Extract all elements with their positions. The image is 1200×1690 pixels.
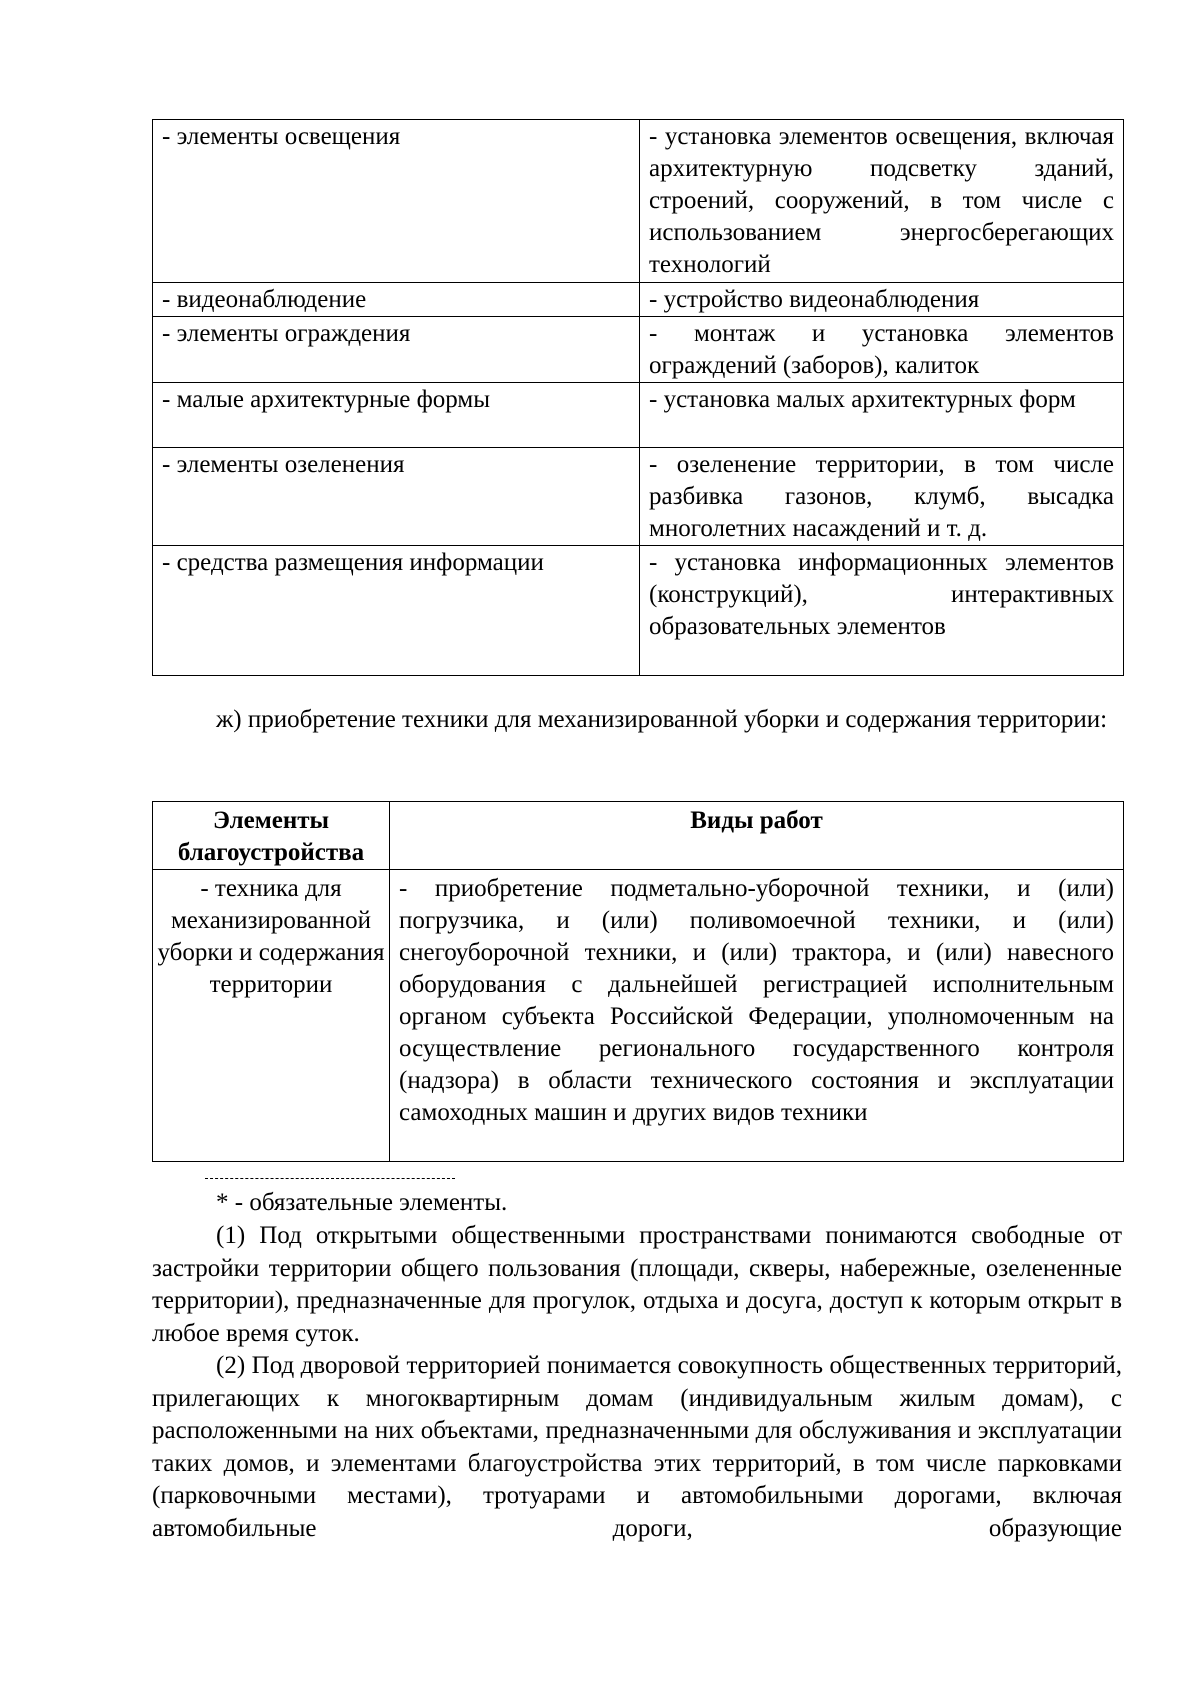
work-cell: - установка элементов освещения, включая архитектурную подсветку зданий, строений, сооружений, в том числе с использованием энергосберегающих технологий	[640, 120, 1124, 283]
table-row	[153, 120, 1124, 283]
element-cell: - элементы озеленения	[153, 448, 640, 546]
table-row	[153, 870, 1124, 1162]
element-cell: - средства размещения информации	[153, 546, 640, 676]
element-cell: - элементы освещения	[153, 120, 640, 283]
table-row	[153, 448, 1124, 546]
element-cell: - техника для механизированной уборки и содержания территории	[153, 870, 390, 1162]
work-cell: - монтаж и установка элементов ограждений (заборов), калиток	[640, 317, 1124, 383]
table-header-row	[153, 802, 1124, 870]
table-row	[153, 317, 1124, 383]
section-zh-heading: ж) приобретение техники для механизированной уборки и содержания территории:	[216, 706, 1108, 733]
header-elements: Элементы благоустройства	[153, 802, 390, 870]
footnote-1: (1) Под открытыми общественными пространствами понимаются свободные от застройки территории общего пользования (площади, скверы, набережные, озелененные территории), предназначенные для прогулок, отдыха и досуга, доступ к которым открыт в любое время суток.	[152, 1222, 1122, 1347]
work-cell: - озеленение территории, в том числе разбивка газонов, клумб, высадка многолетних насаждений и т. д.	[640, 448, 1124, 546]
header-work-types: Виды работ	[390, 802, 1124, 870]
work-cell: - установка малых архитектурных форм	[640, 383, 1124, 448]
element-cell: - элементы ограждения	[153, 317, 640, 383]
machinery-table	[152, 801, 1124, 1162]
work-cell: - приобретение подметально-уборочной техники, и (или) погрузчика, и (или) поливомоечной техники, и (или) снегоуборочной техники, и (или) трактора, и (или) навесного оборудования с дальнейшей регистрацией исполнительным органом субъекта Российской Федерации, уполномоченным на осуществление регионального государственного контроля (надзора) в области технического состояния и эксплуатации самоходных машин и других видов техники	[390, 870, 1124, 1162]
footnote-asterisk: * - обязательные элементы.	[216, 1189, 508, 1216]
table-row	[153, 383, 1124, 448]
table-row	[153, 546, 1124, 676]
element-cell: - малые архитектурные формы	[153, 383, 640, 448]
improvement-works-table	[152, 119, 1124, 676]
footnote-separator	[205, 1178, 455, 1179]
work-cell: - установка информационных элементов (конструкций), интерактивных образовательных элементов	[640, 546, 1124, 676]
work-cell: - устройство видеонаблюдения	[640, 283, 1124, 317]
footnote-2: (2) Под дворовой территорией понимается совокупность общественных территорий, прилегающих к многоквартирным домам (индивидуальным жилым домам), с расположенными на них объектами, предназначенными для обслуживания и эксплуатации таких домов, и элементами благоустройства этих территорий, в том числе парковками (парковочными местами), тротуарами и автомобильными дорогами, включая автомобильные дороги, образующие	[152, 1352, 1122, 1542]
element-cell: - видеонаблюдение	[153, 283, 640, 317]
table-row	[153, 283, 1124, 317]
